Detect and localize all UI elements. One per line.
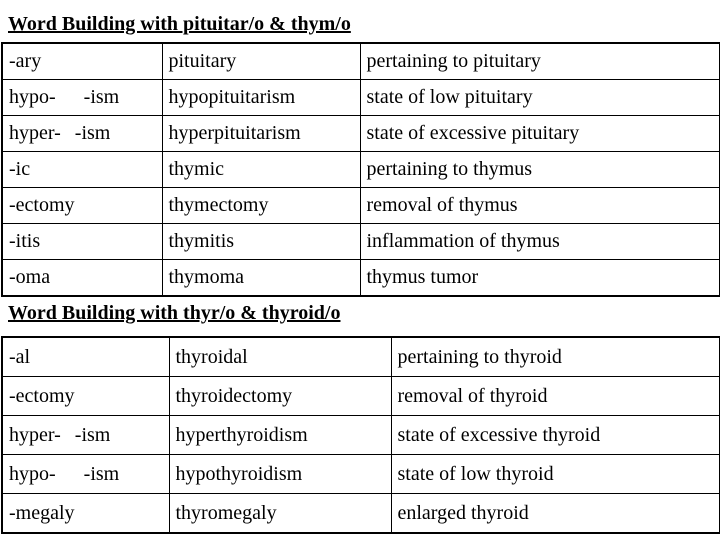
- word-part-cell: -ectomy: [2, 377, 169, 416]
- term-cell: hyperthyroidism: [169, 416, 391, 455]
- word-part-cell: -ic: [2, 152, 162, 188]
- meaning-cell: state of excessive pituitary: [360, 116, 720, 152]
- meaning-cell: removal of thymus: [360, 188, 720, 224]
- meaning-cell: state of low thyroid: [391, 455, 720, 494]
- term-cell: hyperpituitarism: [162, 116, 360, 152]
- table-row: [2, 377, 720, 416]
- term-cell: thyromegaly: [169, 494, 391, 534]
- table-row: [2, 152, 720, 188]
- word-part-cell: [2, 416, 169, 455]
- meaning-cell: pertaining to thymus: [360, 152, 720, 188]
- meaning-cell: state of low pituitary: [360, 80, 720, 116]
- term-cell: thyroidal: [169, 337, 391, 377]
- word-part-cell: [2, 455, 169, 494]
- suffix: -ism: [74, 122, 111, 144]
- term-cell: thymitis: [162, 224, 360, 260]
- table-row: [2, 416, 720, 455]
- meaning-cell: removal of thyroid: [391, 377, 720, 416]
- prefix: hypo-: [9, 86, 56, 108]
- term-cell: thyroidectomy: [169, 377, 391, 416]
- prefix: hypo-: [9, 462, 56, 485]
- term-cell: thymectomy: [162, 188, 360, 224]
- word-part-cell: [2, 80, 162, 116]
- table-row: [2, 188, 720, 224]
- word-part-cell: -ary: [2, 43, 162, 80]
- term-cell: hypopituitarism: [162, 80, 360, 116]
- section-title-thyroid: Word Building with thyr/o & thyroid/o: [8, 302, 341, 324]
- section-title-pituitary-thymus: Word Building with pituitar/o & thym/o: [8, 13, 351, 35]
- suffix: -ism: [83, 462, 120, 485]
- table-row: [2, 80, 720, 116]
- table-row: [2, 43, 720, 80]
- table-row: [2, 494, 720, 534]
- meaning-cell: pertaining to pituitary: [360, 43, 720, 80]
- table-row: [2, 116, 720, 152]
- prefix: hyper-: [9, 122, 61, 144]
- word-part-cell: -megaly: [2, 494, 169, 534]
- table-row: [2, 224, 720, 260]
- word-part-cell: -itis: [2, 224, 162, 260]
- term-cell: thymoma: [162, 260, 360, 297]
- meaning-cell: enlarged thyroid: [391, 494, 720, 534]
- suffix: -ism: [83, 86, 120, 108]
- table-row: [2, 260, 720, 297]
- meaning-cell: state of excessive thyroid: [391, 416, 720, 455]
- table-row: [2, 337, 720, 377]
- term-cell: hypothyroidism: [169, 455, 391, 494]
- table-row: [2, 455, 720, 494]
- word-part-cell: [2, 116, 162, 152]
- word-building-table-pituitary-thymus: [1, 42, 720, 297]
- term-cell: thymic: [162, 152, 360, 188]
- word-part-cell: -al: [2, 337, 169, 377]
- word-part-cell: -oma: [2, 260, 162, 297]
- prefix: hyper-: [9, 423, 61, 446]
- meaning-cell: pertaining to thyroid: [391, 337, 720, 377]
- term-cell: pituitary: [162, 43, 360, 80]
- meaning-cell: inflammation of thymus: [360, 224, 720, 260]
- meaning-cell: thymus tumor: [360, 260, 720, 297]
- word-part-cell: -ectomy: [2, 188, 162, 224]
- suffix: -ism: [74, 423, 111, 446]
- word-building-table-thyroid: [1, 336, 720, 534]
